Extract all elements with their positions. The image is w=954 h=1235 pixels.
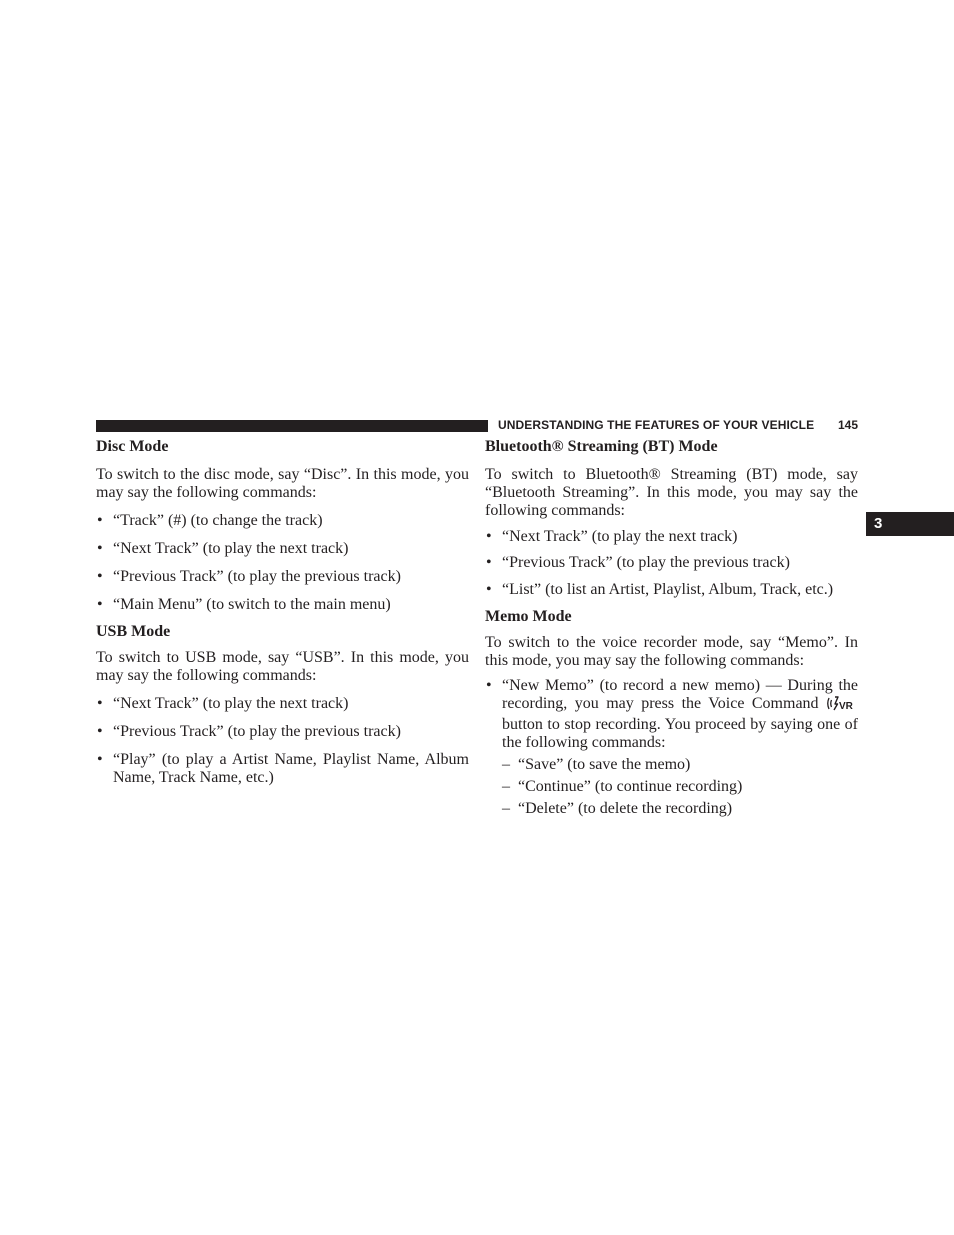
list-item: • “Previous Track” (to play the previous track) — [485, 554, 858, 572]
usb-mode-heading: USB Mode — [96, 623, 171, 640]
memo-sub-list — [502, 756, 858, 818]
memo-mode-heading: Memo Mode — [485, 608, 572, 625]
chapter-tab: 3 — [866, 512, 954, 536]
list-item: • “Next Track” (to play the next track) — [96, 540, 469, 558]
list-item: • “Main Menu” (to switch to the main menu) — [96, 596, 469, 614]
section-title: UNDERSTANDING THE FEATURES OF YOUR VEHICLE — [498, 418, 815, 432]
memo-mode-list — [485, 677, 858, 818]
usb-mode-intro: To switch to USB mode, say “USB”. In this mode, you may say the following commands: — [96, 649, 469, 684]
list-item: • “Previous Track” (to play the previous track) — [96, 568, 469, 586]
bt-mode-heading: Bluetooth® Streaming (BT) Mode — [485, 438, 718, 455]
page-number: 145 — [838, 418, 859, 432]
sub-list-item: – “Save” (to save the memo) — [502, 756, 858, 774]
left-column — [96, 437, 469, 787]
list-item: • “Next Track” (to play the next track) — [485, 528, 858, 546]
svg-text:VR: VR — [839, 701, 853, 711]
disc-mode-list — [96, 512, 469, 614]
list-item: • “Track” (#) (to change the track) — [96, 512, 469, 530]
disc-mode-heading: Disc Mode — [96, 438, 169, 455]
new-memo-text-after-icon: button to stop recording. You proceed by saying one of the following commands: — [502, 716, 858, 751]
list-item: • “Next Track” (to play the next track) — [96, 695, 469, 713]
disc-mode-intro: To switch to the disc mode, say “Disc”. In this mode, you may say the following commands: — [96, 466, 469, 501]
header-rule-bar — [96, 420, 488, 432]
list-item: • “Play” (to play a Artist Name, Playlist Name, Album Name, Track Name, etc.) — [96, 751, 469, 787]
new-memo-text-before-icon: “New Memo” (to record a new memo) — During the recording, you may press the Voice Command — [502, 677, 858, 712]
list-item: • “Previous Track” (to play the previous track) — [96, 723, 469, 741]
bt-mode-intro: To switch to Bluetooth® Streaming (BT) mode, say “Bluetooth Streaming”. In this mode, you may say the following commands: — [485, 466, 858, 519]
memo-mode-intro: To switch to the voice recorder mode, say “Memo”. In this mode, you may say the following commands: — [485, 634, 858, 669]
right-column — [485, 437, 858, 818]
sub-list-item: – “Continue” (to continue recording) — [502, 778, 858, 796]
list-item: • “List” (to list an Artist, Playlist, Album, Track, etc.) — [485, 581, 858, 599]
voice-command-icon — [826, 696, 857, 716]
list-item-new-memo — [485, 677, 858, 818]
sub-list-item: – “Delete” (to delete the recording) — [502, 800, 858, 818]
usb-mode-list — [96, 695, 469, 787]
bt-mode-list — [485, 528, 858, 599]
